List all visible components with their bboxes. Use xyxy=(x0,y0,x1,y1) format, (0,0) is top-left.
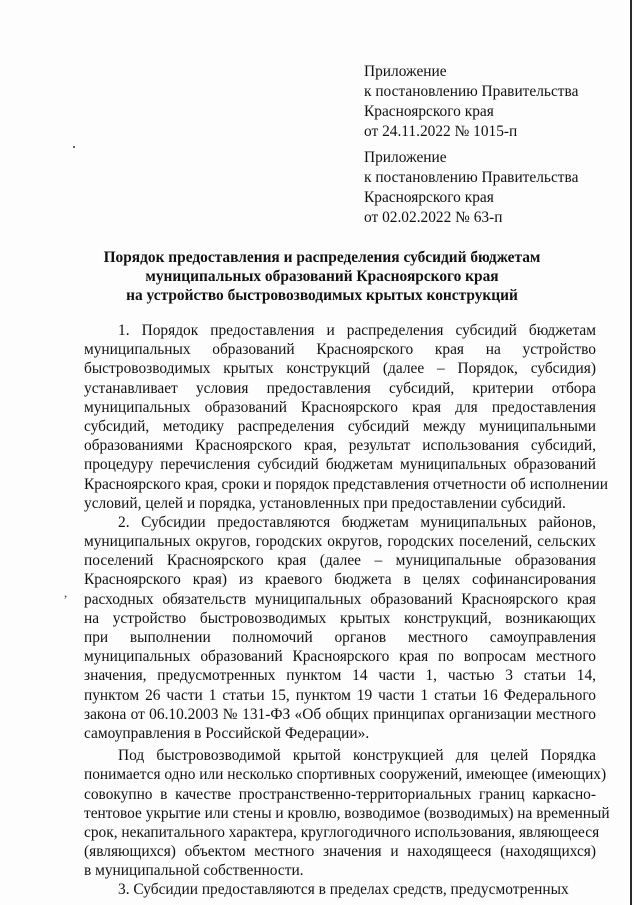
paragraph-line: муниципальных образований Красноярского края на устройство xyxy=(84,341,596,359)
title-line: на устройство быстровозводимых крытых конструкций xyxy=(126,287,518,304)
paragraph-line: срок, некапитального характера, круглогодичного использования, являющееся xyxy=(84,823,600,841)
document-title xyxy=(60,248,584,305)
title-line: Порядок предоставления и распределения субсидий бюджетам xyxy=(103,249,541,266)
paragraph-line: муниципальных образований Красноярского края для предоставления xyxy=(84,398,596,416)
appendix-block-current xyxy=(364,62,578,142)
paragraph-line: 1. Порядок предоставления и распределения субсидий бюджетам xyxy=(118,322,596,339)
appendix-line: Красноярского края xyxy=(364,103,494,120)
paragraph-line: устанавливает условия предоставления субсидий, критерии отбора xyxy=(84,379,596,397)
paragraph-line: образованиями Красноярского края, результат использования субсидий, xyxy=(84,437,596,455)
document-body xyxy=(84,321,610,900)
paragraph-line: процедуру перечисления субсидий бюджетам муниципальных образований xyxy=(84,456,596,474)
paragraph-line: 2. Субсидии предоставляются бюджетам муниципальных районов, xyxy=(118,513,596,531)
paragraph-line: поселений Красноярского края (далее – муниципальные образования xyxy=(84,552,596,570)
paragraph-line: 3. Субсидии предоставляются в пределах средств, предусмотренных xyxy=(118,881,569,899)
paragraph-line: расходных обязательств муниципальных образований Красноярского края xyxy=(84,590,596,608)
paragraph-line: (являющихся) объектом местного значения и находящееся (находящихся) xyxy=(84,843,596,861)
paragraph-line: закона от 06.10.2003 № 131-ФЗ «Об общих принципах организации местного xyxy=(84,705,596,723)
paragraph-line: Красноярского края) из краевого бюджета в целях софинансирования xyxy=(84,571,596,589)
paragraph-line: Под быстровозводимой крытой конструкцией для целей Порядка xyxy=(118,747,596,765)
paragraph-line: условий, целей и порядка, установленных при предоставлении субсидий. xyxy=(84,494,566,512)
paragraph-line: понимается одно или несколько спортивных сооружений, имеющее (имеющих) xyxy=(84,766,607,784)
scan-speck xyxy=(73,146,75,148)
appendix-line: Приложение xyxy=(364,149,447,166)
paragraph-line: субсидий, методику распределения субсидий между муниципальными xyxy=(84,417,596,435)
paragraph-line: на устройство быстровозводимых крытых конструкций, возникающих xyxy=(84,609,596,627)
appendix-block-original xyxy=(364,148,578,228)
paragraph-line: совокупно в качестве пространственно-территориальных границ каркасно- xyxy=(84,785,596,803)
paragraph-line: при выполнении полномочий органов местного самоуправления xyxy=(84,629,596,646)
paragraph-line: самоуправления в Российской Федерации». xyxy=(84,724,370,742)
paragraph-line: тентовое укрытие или стены и кровлю, возводимое (возводимых) на временный xyxy=(84,804,610,822)
scan-edge-line xyxy=(630,0,632,905)
appendix-line: от 24.11.2022 № 1015-п xyxy=(364,123,518,140)
paragraph-line: Красноярского края, сроки и порядок представления отчетности об исполнении xyxy=(84,475,608,493)
paragraph-line: муниципальных образований Красноярского края по вопросам местного xyxy=(84,648,596,666)
paragraph-2 xyxy=(84,513,596,743)
paragraph-3 xyxy=(84,746,610,880)
paragraph-line: муниципальных округов, городских округов, городских поселений, сельских xyxy=(84,533,596,551)
appendix-line: к постановлению Правительства xyxy=(364,169,579,186)
paragraph-1 xyxy=(84,321,608,513)
paragraph-line: быстровозводимых крытых конструкций (далее – Порядок, субсидия) xyxy=(84,360,596,378)
title-line: муниципальных образований Красноярского края xyxy=(145,268,499,285)
paragraph-line: пунктом 26 части 1 статьи 15, пунктом 19 части 1 статьи 16 Федерального xyxy=(84,686,596,704)
appendix-line: от 02.02.2022 № 63-п xyxy=(364,209,503,226)
margin-mark: , xyxy=(64,585,68,600)
paragraph-line: в муниципальной собственности. xyxy=(84,862,304,880)
appendix-line: Красноярского края xyxy=(364,189,494,206)
paragraph-line: значения, предусмотренных пунктом 14 части 1, частью 3 статьи 14, xyxy=(84,667,596,685)
appendix-line: к постановлению Правительства xyxy=(364,83,579,100)
paragraph-4 xyxy=(84,880,596,899)
appendix-line: Приложение xyxy=(364,63,447,80)
